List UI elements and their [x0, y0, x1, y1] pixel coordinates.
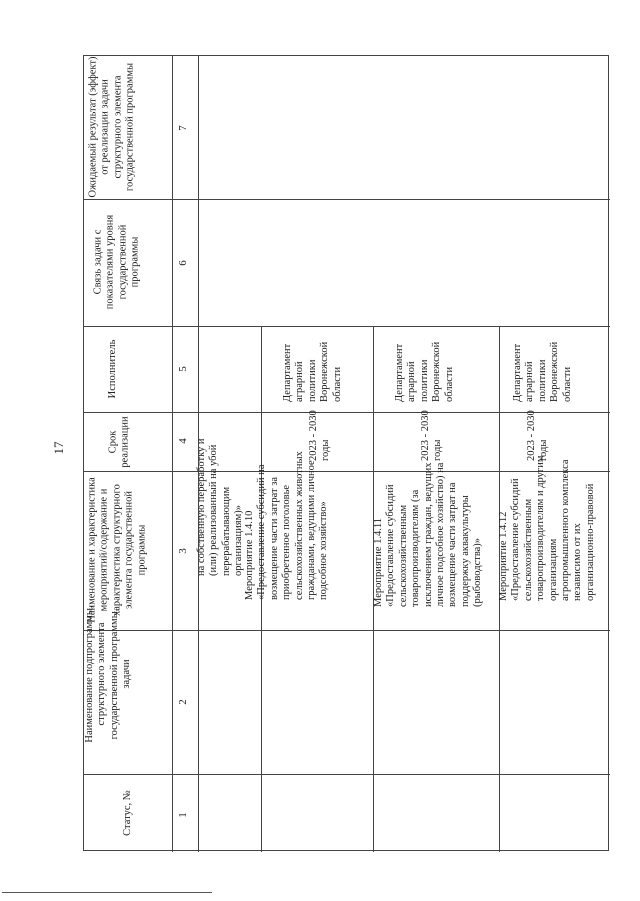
colnum-6: 6 [177, 260, 189, 266]
table-row-4-executor: Департамент аграрной политики Воронежской области [512, 341, 573, 402]
table-row-1-activity: на собственную переработку и (или) реализованный на убой перерабатывающим организациям)» [196, 438, 245, 576]
header-status: Статус, № [121, 790, 133, 836]
colnum-3: 3 [177, 548, 189, 554]
table-row-3-activity: Мероприятие 1.4.11 «Предоставление субсидий сельскохозяйственным товаропроизводителям (за исключением граждан, ведущих личное подсобное хозяйство) на возмещение части затрат на поддержку аквакультуры (рыбоводства)» [373, 462, 483, 607]
table-row-2-activity: Мероприятие 1.4.10 «Предоставление субсидий на возмещение части затрат за приобретенное поголовье сельскохозяйственных животных гражданами, ведущими личное подсобное хозяйство» [244, 451, 330, 600]
header-indicators: Связь задачи с показателями уровня государственной программы [92, 214, 141, 310]
header-period: Срок реализации [107, 416, 131, 468]
table-row-2-period: 2023 - 2030 годы [308, 410, 332, 461]
table-row-2-executor: Департамент аграрной политики Воронежской области [282, 341, 343, 402]
header-activity: Наименование и характеристика мероприятий/содержание и характеристика структурного элемента государственной программы [86, 477, 147, 623]
table-row-4-period: 2023 - 2030 годы [526, 410, 550, 461]
table-row-3-period: 2023 - 2030 годы [420, 410, 444, 461]
colnum-1: 1 [177, 812, 189, 818]
header-executor: Исполнитель [107, 339, 118, 399]
footnote-rule [2, 892, 212, 893]
table-row-4-activity: Мероприятие 1.4.12 «Предоставление субсидий сельскохозяйственным товаропроизводителям и другим организациям агропромышленного комплекса независимо от их организационно-правовой [498, 455, 596, 601]
colnum-4: 4 [177, 438, 189, 444]
col-divider-6-7 [84, 199, 610, 200]
page-number: 17 [51, 441, 66, 455]
header-subprogram: Наименование подпрограммы, структурного элемента государственной программы, задачи [84, 605, 133, 743]
colnum-2: 2 [177, 699, 189, 705]
program-table [83, 55, 609, 851]
header-divider [172, 56, 173, 852]
header-expected-result: Ожидаемый результат (эффект) от реализации задачи структурного элемента государственной программы [87, 56, 136, 198]
colnum-7: 7 [177, 125, 189, 131]
table-row-3-executor: Департамент аграрной политики Воронежской области [394, 341, 455, 402]
colnum-5: 5 [177, 366, 189, 372]
